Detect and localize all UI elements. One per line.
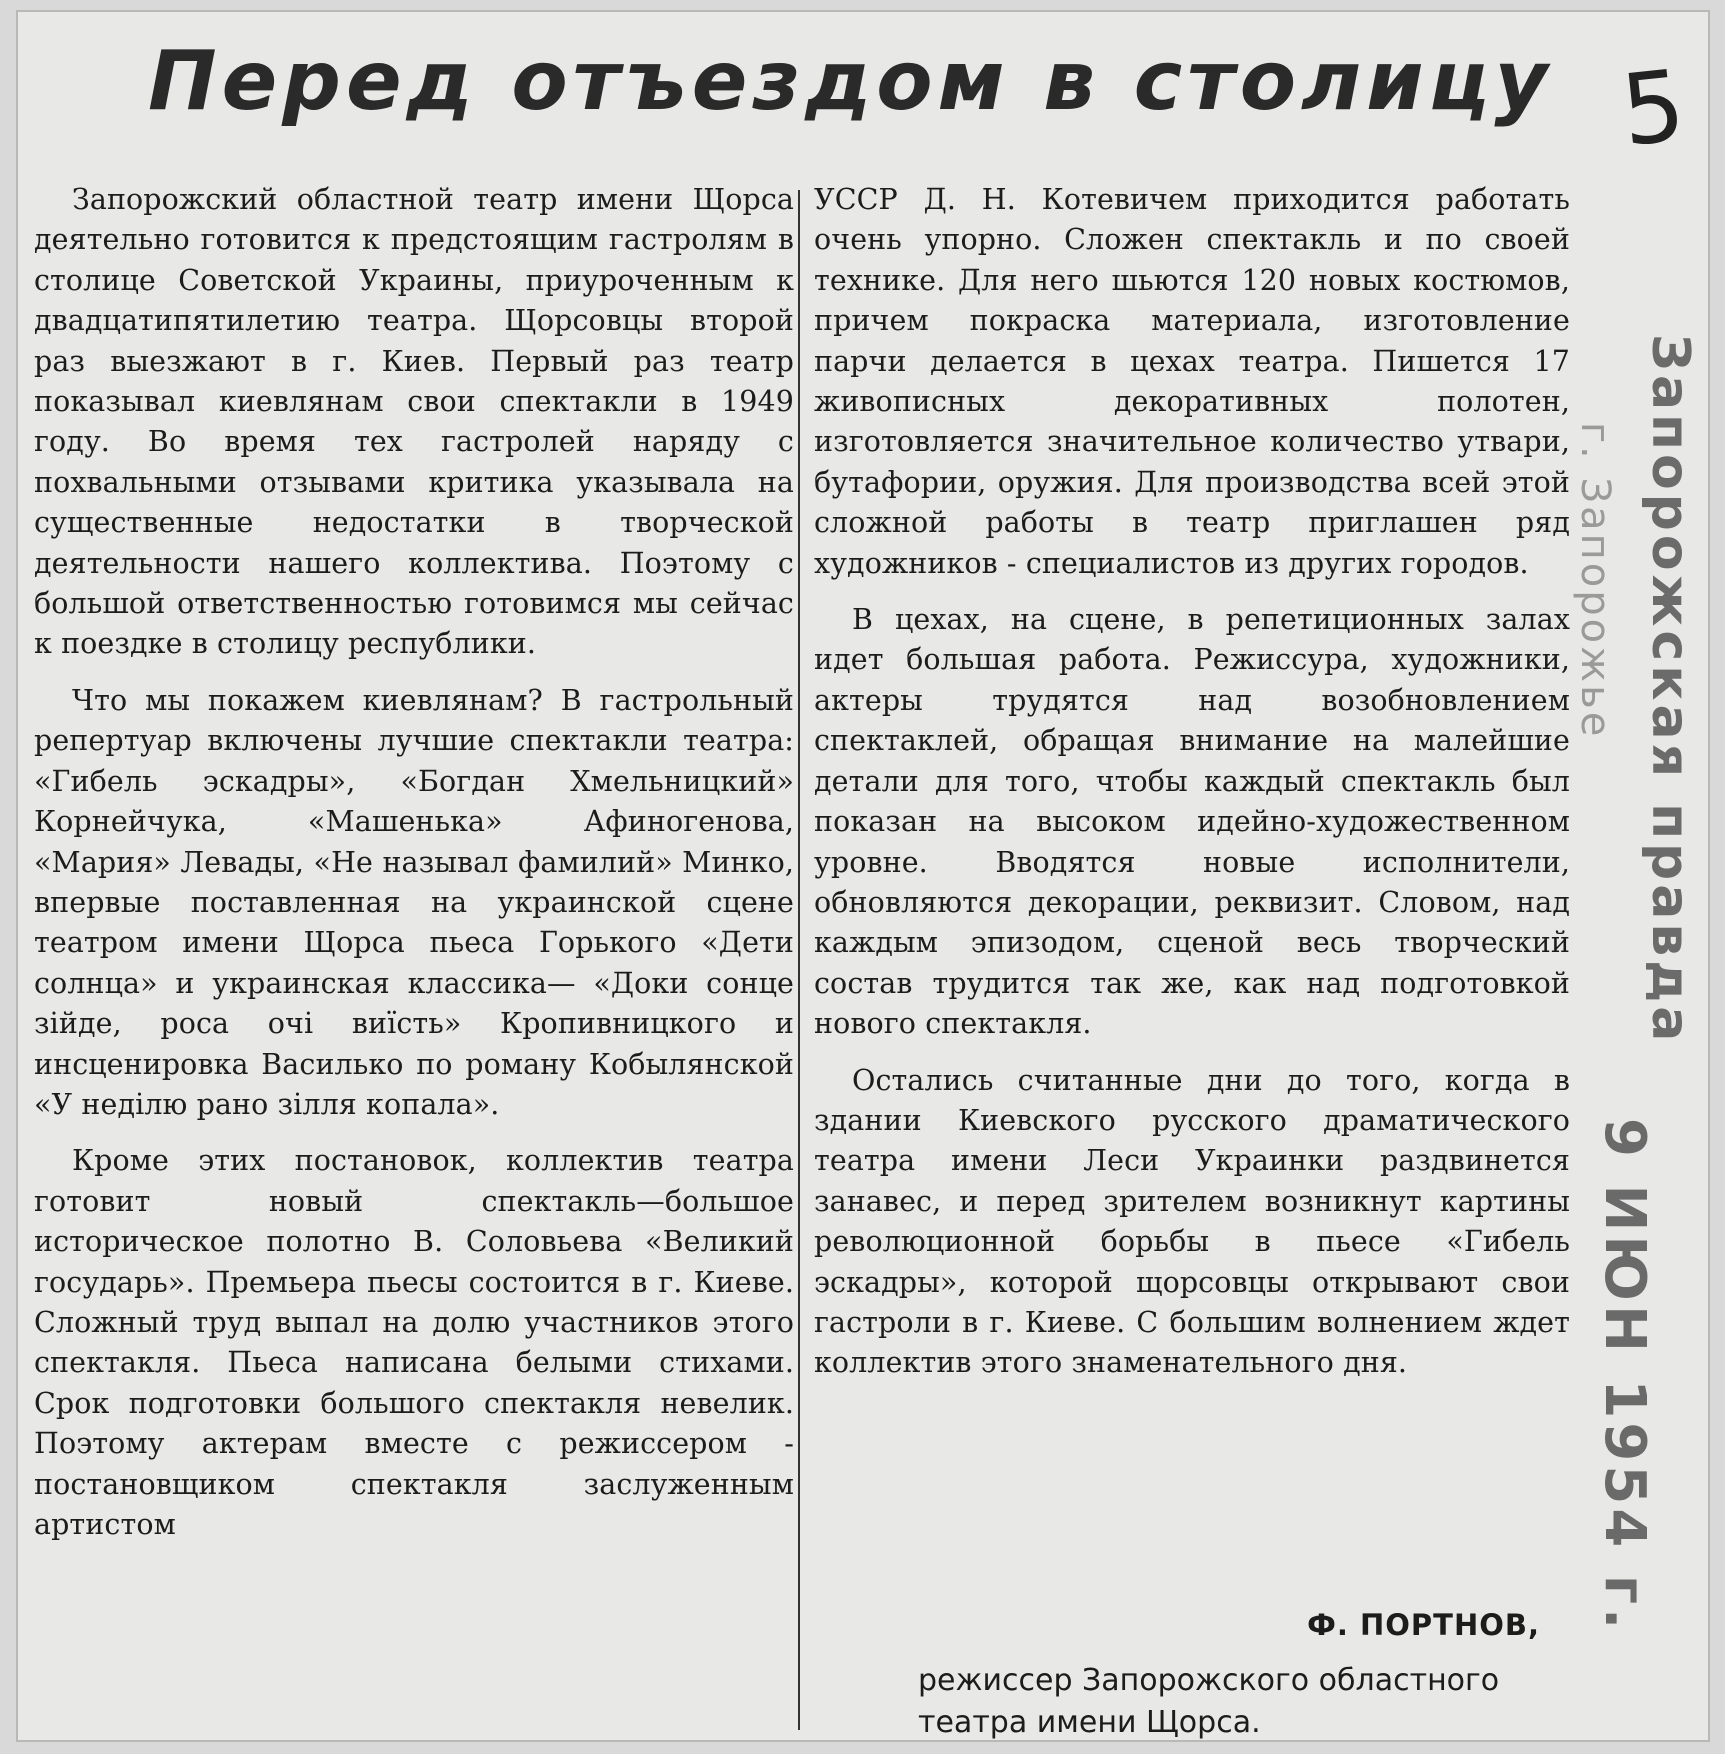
left-column [34,180,794,1561]
author-title: режиссер Запорожского областного театра имени Щорса. [918,1663,1500,1740]
newspaper-stamp: Запорожская правда [1640,334,1700,1046]
newspaper-clipping [16,10,1710,1742]
article-paragraph: Кроме этих постановок, коллектив театра готовит новый спектакль—большое историческое полотно В. Соловьева «Великий государь». Премьера пьесы состоится в г. Киеве. Сложный труд выпал на долю участников этого спектакля. Пьеса написана белыми стихами. Срок подготовки большого спектакля невелик. Поэтому актерам вместе с режиссером - постановщиком спектакля заслуженным артистом [34,1144,794,1541]
article-paragraph-continued: УССР Д. Н. Котевичем приходится работать очень упорно. Сложен спектакль и по своей технике. Для него шьются 120 новых костюмов, причем покраска материала, изготовление парчи делается в цехах театра. Пишется 17 живописных декоративных полотен, изготовляется значительное количество утвари, бутафории, оружия. Для производства всей этой сложной работы в театр приглашен ряд художников - специалистов из других городов. [814,183,1570,580]
article-paragraph: В цехах, на сцене, в репетиционных залах идет большая работа. Режиссура, художники, актеры трудятся над возобновлением спектаклей, обращая внимание на малейшие детали для того, чтобы каждый спектакль был показан на высоком идейно-художественном уровне. Вводятся новые исполнители, обновляются декорации, реквизит. Словом, над каждым эпизодом, сценой весь творческий состав трудится так же, как над подготовкой нового спектакля. [814,603,1570,1041]
article-paragraph: Запорожский областной театр имени Щорса деятельно готовится к предстоящим гастролям в столице Советской Украины, приуроченным к двадцатипятилетию театра. Щорсовцы второй раз выезжают в г. Киев. Первый раз театр показывал киевлянам свои спектакли в 1949 году. Во время тех гастролей наряду с похвальными отзывами критика указывала на существенные недостатки в творческой деятельности нашего коллектива. Поэтому с большой ответственностью готовимся мы сейчас к поездке в столицу республики. [34,183,794,661]
city-stamp: г. Запорожье [1572,422,1618,740]
author-signature: Ф. ПОРТНОВ, [1307,1608,1540,1642]
column-divider [798,190,800,1730]
article-paragraph: Остались считанные дни до того, когда в здании Киевского русского драматического театра имени Леси Украинки раздвинется занавес, и перед зрителем возникнут картины революционной борьбы в пьесе «Гибель эскадры», которой щорсовцы открывают свои гастроли в г. Киеве. С большим волнением ждет коллектив этого знаменательного дня. [814,1063,1570,1380]
right-column [814,180,1570,1400]
article-headline: Перед отъездом в столицу [148,34,1553,129]
date-stamp: 9 ИЮН 1954 г. [1592,1118,1657,1634]
handwritten-page-number: 5 [1616,49,1691,169]
article-paragraph: Что мы покажем киевлянам? В гастрольный репертуар включены лучшие спектакли театра: «Гибель эскадры», «Богдан Хмельницкий» Корнейчука, «Машенька» Афиногенова, «Мария» Левады, «Не называл фамилий» Минко, впервые поставленная на украинской сцене театром имени Щорса пьеса Горького «Дети солнца» и украинская классика— «Доки сонце зійде, роса очі виїсть» Кропивницкого и инсценировка Василько по роману Кобылянской «У неділю рано зілля копала». [34,683,794,1121]
